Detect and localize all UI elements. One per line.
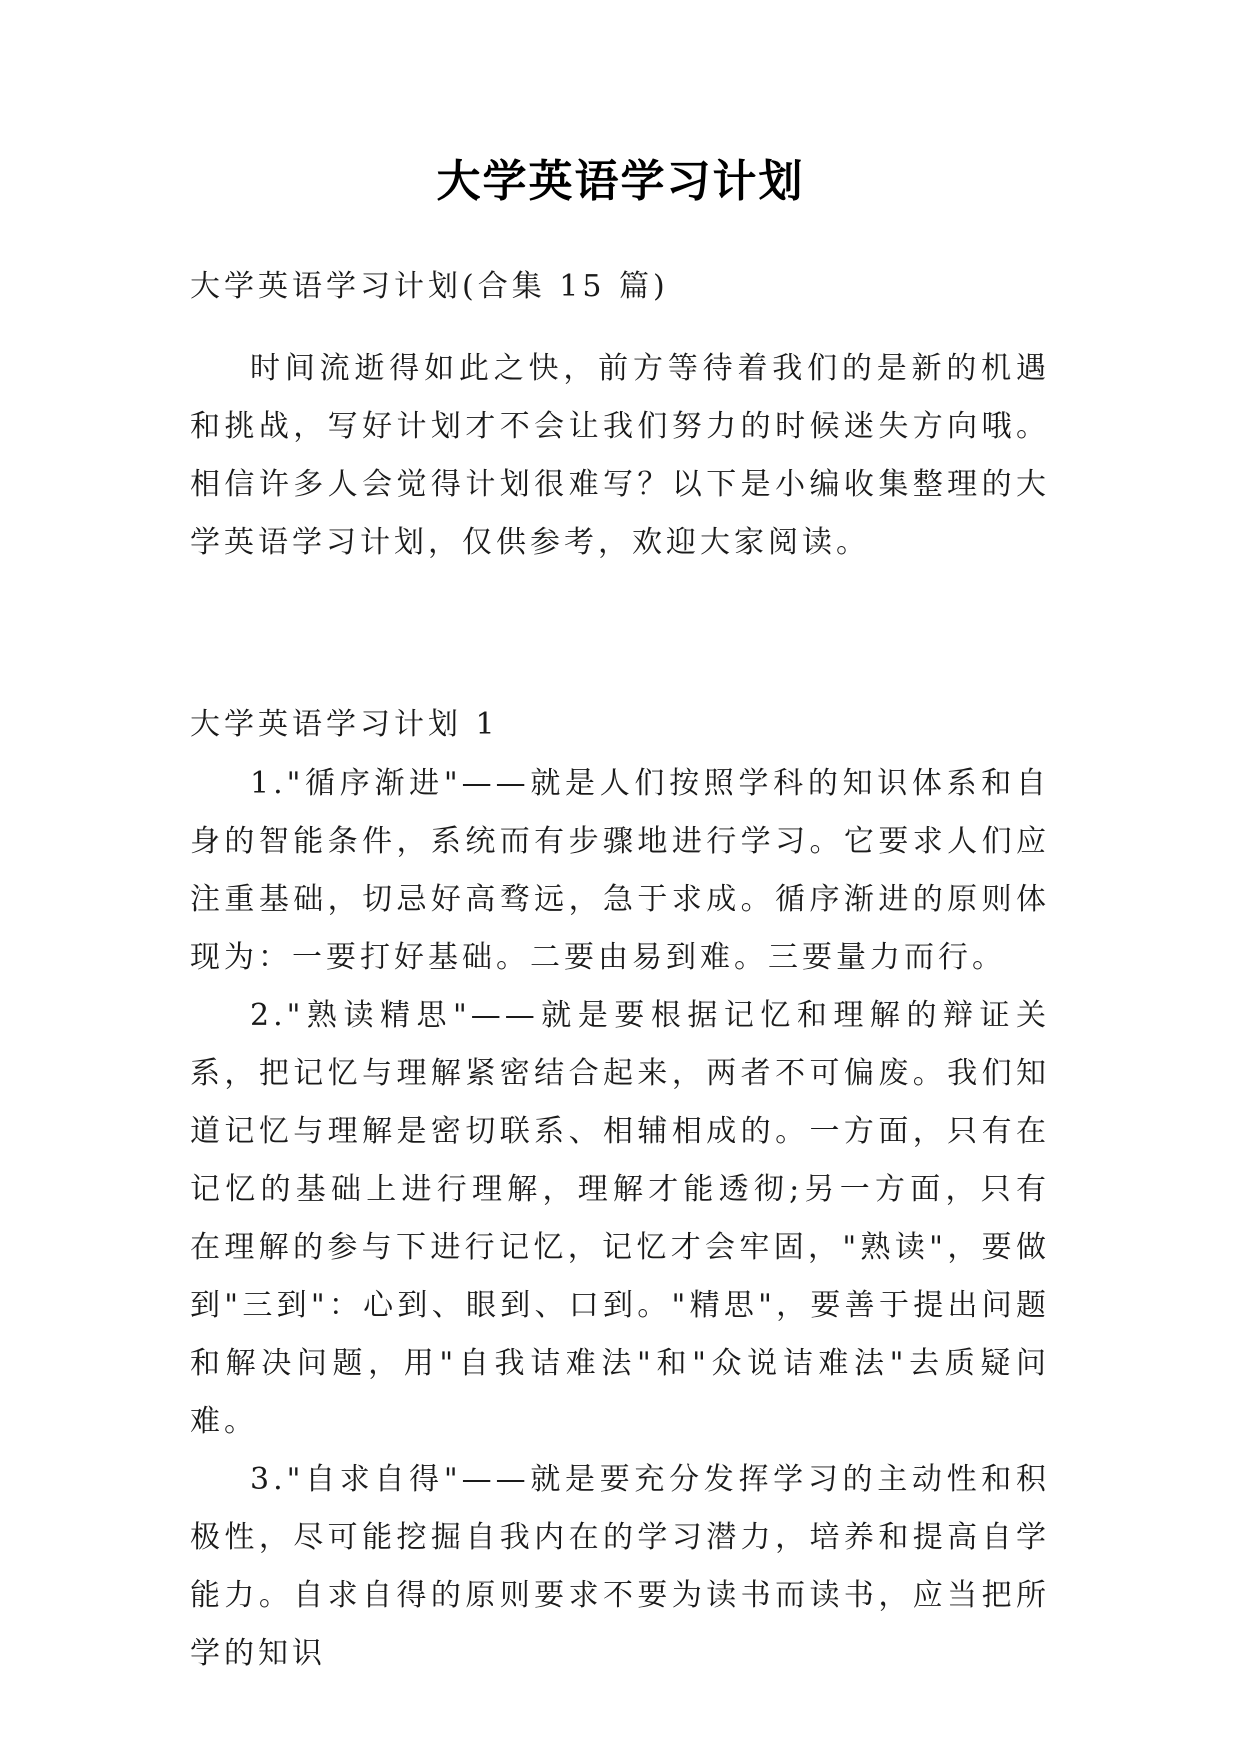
paragraph-1: 1."循序渐进"——就是人们按照学科的知识体系和自身的智能条件，系统而有步骤地进行学习。它要求人们应注重基础，切忌好高骛远，急于求成。循序渐进的原则体现为：一要打好基础。二要由易到难。三要量力而行。	[190, 766, 1050, 975]
document-title: 大学英语学习计划	[436, 156, 805, 207]
paragraph-2: 2."熟读精思"——就是要根据记忆和理解的辩证关系，把记忆与理解紧密结合起来，两者不可偏废。我们知道记忆与理解是密切联系、相辅相成的。一方面，只有在记忆的基础上进行理解，理解才能透彻;另一方面，只有在理解的参与下进行记忆，记忆才会牢固，"熟读"，要做到"三到"：心到、眼到、口到。"精思"，要善于提出问题和解决问题，用"自我诘难法"和"众说诘难法"去质疑问难。	[190, 998, 1050, 1439]
paragraph-3: 3."自求自得"——就是要充分发挥学习的主动性和积极性，尽可能挖掘自我内在的学习潜力，培养和提高自学能力。自求自得的原则要求不要为读书而读书，应当把所学的知识	[190, 1462, 1050, 1671]
intro-section	[190, 340, 1050, 572]
section-body	[190, 755, 1050, 1683]
intro-paragraph: 时间流逝得如此之快，前方等待着我们的是新的机遇和挑战，写好计划才不会让我们努力的时候迷失方向哦。相信许多人会觉得计划很难写？以下是小编收集整理的大学英语学习计划，仅供参考，欢迎大家阅读。	[190, 351, 1050, 560]
document-subtitle: 大学英语学习计划(合集 15 篇)	[190, 269, 669, 304]
section-heading: 大学英语学习计划 1	[190, 707, 499, 742]
